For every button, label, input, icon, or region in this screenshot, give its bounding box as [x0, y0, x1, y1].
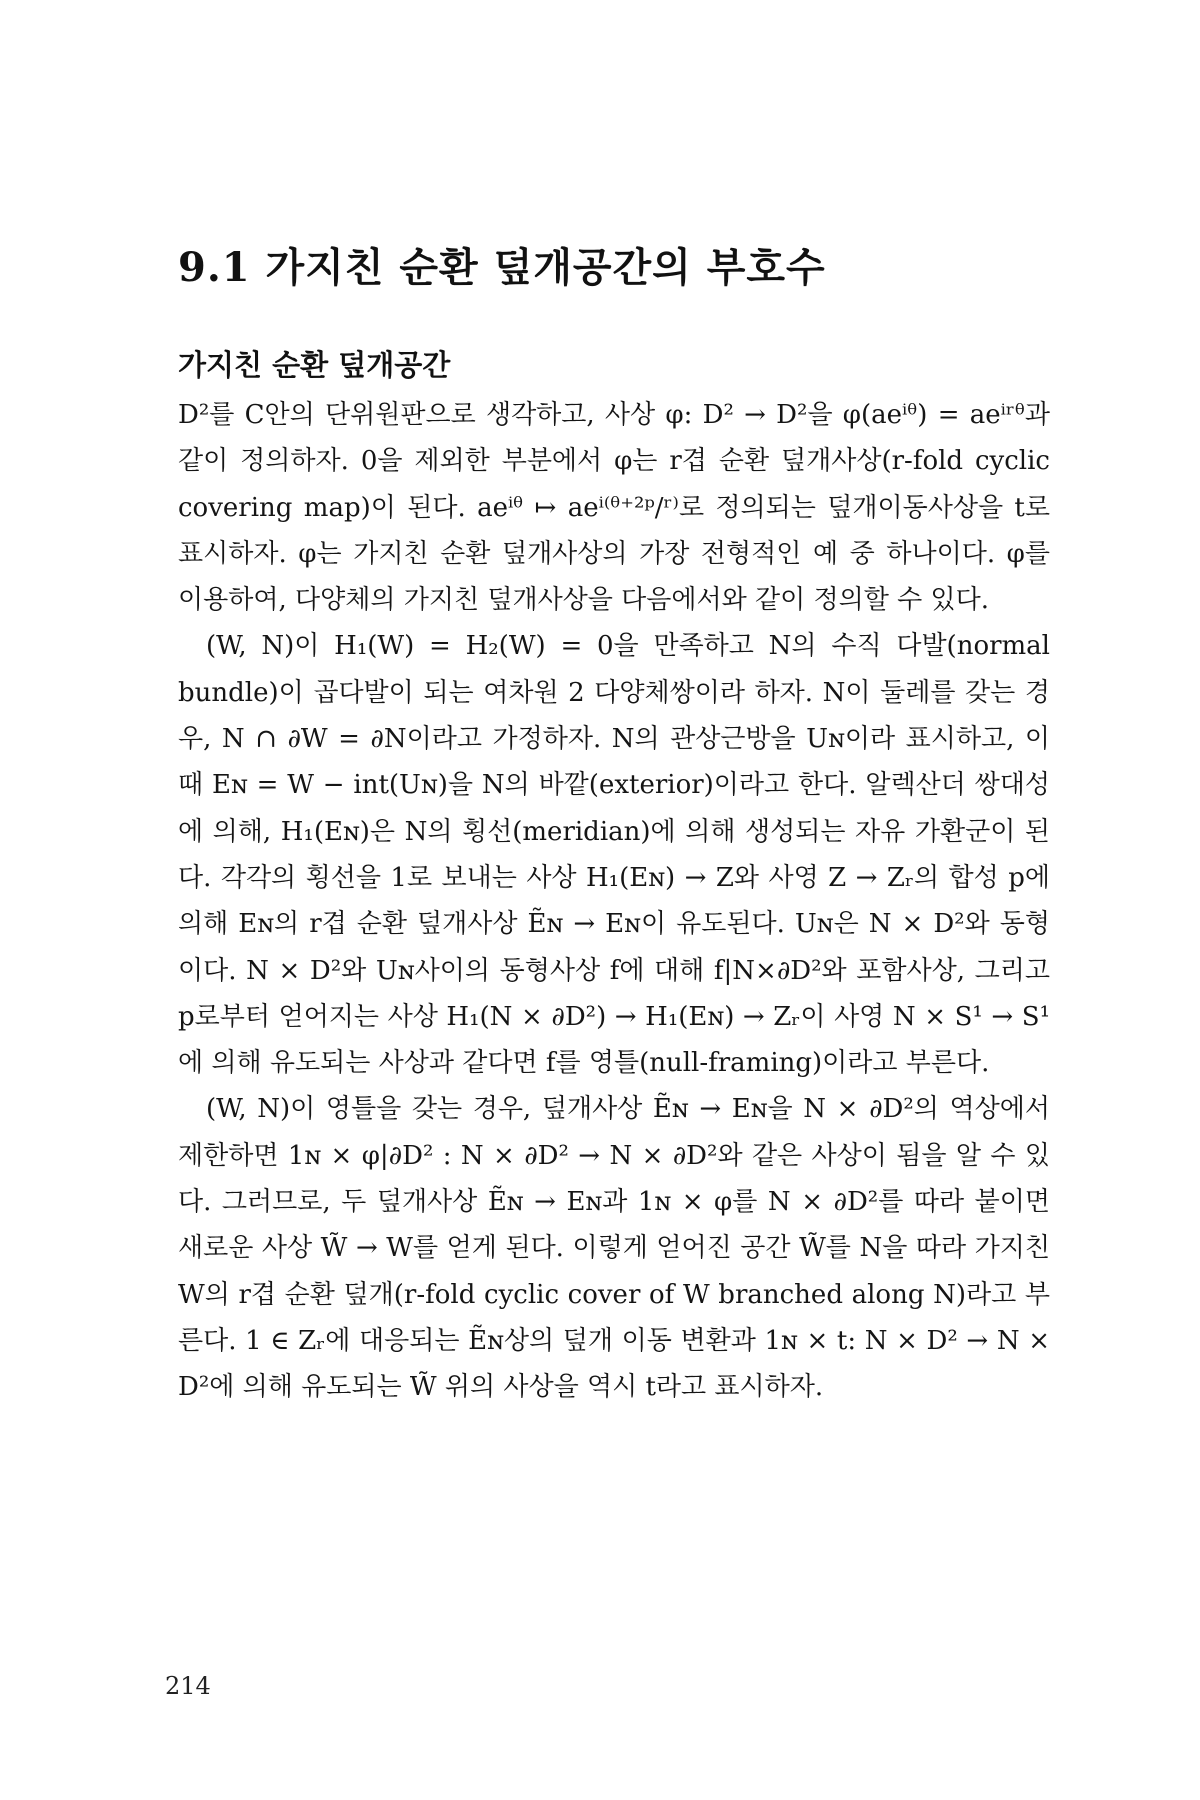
subsection-title: 가지친 순환 덮개공간 — [178, 348, 451, 382]
page-number: 214 — [165, 1672, 211, 1700]
paragraph-1: D²를 C안의 단위원판으로 생각하고, 사상 φ: D² → D²을 φ(aeⁱᶿ) = aeⁱʳᶿ과 같이 정의하자. 0을 제외한 부분에서 φ는 r겹 순환 덮개사상(r-fold cyclic covering map)이 된다. aeⁱᶿ ↦ aeⁱ⁽ᶿ⁺²ᵖ/ʳ⁾로 정의되는 덮개이동사상을 t로 표시하자. φ는 가지친 순환 덮개사상의 가장 전형적인 예 중 하나이다. φ를 이용하여, 다양체의 가지친 덮개사상을 다음에서와 같이 정의할 수 있다. — [178, 400, 1050, 616]
paragraph-3: (W, N)이 영틀을 갖는 경우, 덮개사상 Ẽɴ → Eɴ을 N × ∂D²의 역상에서 제한하면 1ɴ × φ|∂D² : N × ∂D² → N × ∂D²와 같은 사상이 됨을 알 수 있다. 그러므로, 두 덮개사상 Ẽɴ → Eɴ과 1ɴ × φ를 N × ∂D²를 따라 붙이면 새로운 사상 W̃ → W를 얻게 된다. 이렇게 얻어진 공간 W̃를 N을 따라 가지친 W의 r겹 순환 덮개(r-fold cyclic cover of W branched along N)라고 부른다. 1 ∈ Zᵣ에 대응되는 Ẽɴ상의 덮개 이동 변환과 1ɴ × t: N × D² → N × D²에 의해 유도되는 W̃ 위의 사상을 역시 t라고 표시하자. — [178, 1094, 1050, 1403]
body-text — [178, 392, 1050, 1411]
paragraph-2: (W, N)이 H₁(W) = H₂(W) = 0을 만족하고 N의 수직 다발(normal bundle)이 곱다발이 되는 여차원 2 다양체쌍이라 하자. N이 둘레를 갖는 경우, N ∩ ∂W = ∂N이라고 가정하자. N의 관상근방을 Uɴ이라 표시하고, 이때 Eɴ = W − int(Uɴ)을 N의 바깥(exterior)이라고 한다. 알렉산더 쌍대성에 의해, H₁(Eɴ)은 N의 횡선(meridian)에 의해 생성되는 자유 가환군이 된다. 각각의 횡선을 1로 보내는 사상 H₁(Eɴ) → Z와 사영 Z → Zᵣ의 합성 p에 의해 Eɴ의 r겹 순환 덮개사상 Ẽɴ → Eɴ이 유도된다. Uɴ은 N × D²와 동형이다. N × D²와 Uɴ사이의 동형사상 f에 대해 f|N×∂D²와 포함사상, 그리고 p로부터 얻어지는 사상 H₁(N × ∂D²) → H₁(Eɴ) → Zᵣ이 사영 N × S¹ → S¹에 의해 유도되는 사상과 같다면 f를 영틀(null-framing)이라고 부른다. — [178, 631, 1050, 1079]
section-title: 9.1 가지친 순환 덮개공간의 부호수 — [178, 244, 826, 291]
